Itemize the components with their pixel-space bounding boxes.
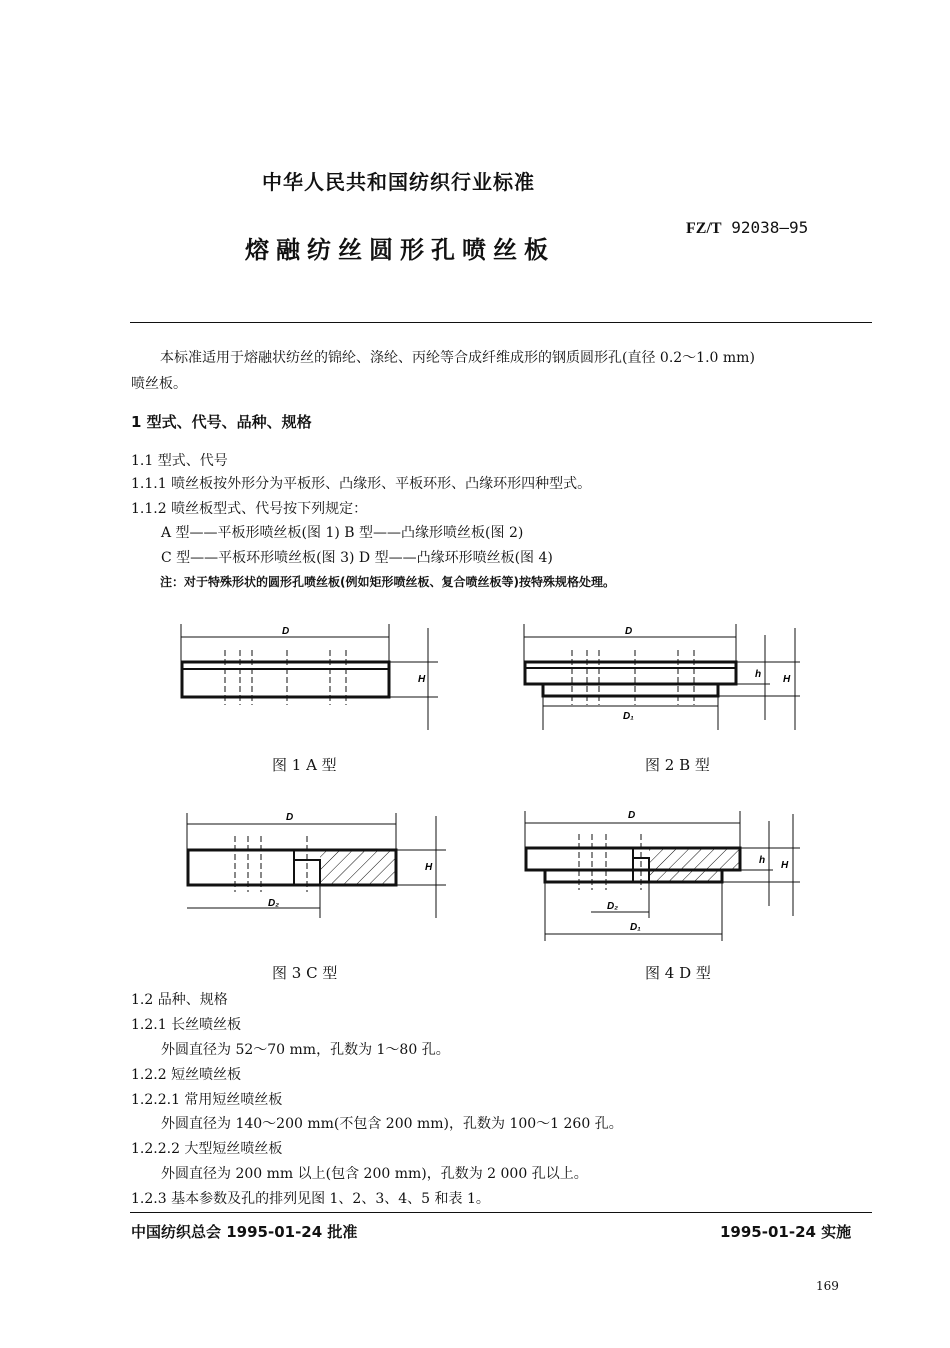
intro-line-1: 本标准适用于熔融状纺丝的锦纶、涤纶、丙纶等合成纤维成形的钢质圆形孔(直径 0.2～1.0 mm) xyxy=(160,350,755,366)
section-1-2-2-2-text: 外圆直径为 200 mm 以上(包含 200 mm)，孔数为 2 000 孔以上。 xyxy=(161,1166,588,1182)
section-1-heading: 1 型式、代号、品种、规格 xyxy=(131,413,312,431)
types-line-1: A 型——平板形喷丝板(图 1) B 型——凸缘形喷丝板(图 2) xyxy=(161,525,524,541)
fig4-label-D: D xyxy=(628,810,636,821)
page-number: 169 xyxy=(816,1279,839,1293)
standard-prefix: FZ/T xyxy=(686,220,722,237)
section-1-2-2-1: 1.2.2.1 常用短丝喷丝板 xyxy=(131,1092,283,1108)
types-line-2: C 型——平板环形喷丝板(图 3) D 型——凸缘环形喷丝板(图 4) xyxy=(161,550,553,566)
section-1-2-2-2: 1.2.2.2 大型短丝喷丝板 xyxy=(131,1141,283,1157)
section-1-2-2-1-text: 外圆直径为 140～200 mm(不包含 200 mm)，孔数为 100～1 260 孔。 xyxy=(161,1116,623,1132)
standard-code: 92038—95 xyxy=(731,218,809,237)
figure-4-drawing xyxy=(515,806,805,946)
figure-3-drawing xyxy=(178,808,458,926)
section-1-2: 1.2 品种、规格 xyxy=(131,992,228,1008)
doc-title: 熔融纺丝圆形孔喷丝板 xyxy=(245,236,555,264)
figure-1-drawing xyxy=(170,620,450,740)
org-title: 中华人民共和国纺织行业标准 xyxy=(262,170,535,194)
implementation-date: 1995-01-24 实施 xyxy=(720,1223,852,1241)
fig4-label-h: h xyxy=(759,855,766,866)
header-rule xyxy=(130,322,872,323)
fig2-label-h: h xyxy=(755,669,762,680)
fig4-label-D1: D₁ xyxy=(630,922,641,933)
intro-line-2: 喷丝板。 xyxy=(131,376,187,392)
section-1-1-1: 1.1.1 喷丝板按外形分为平板形、凸缘形、平板环形、凸缘环形四种型式。 xyxy=(131,476,592,492)
section-1-2-1: 1.2.1 长丝喷丝板 xyxy=(131,1017,242,1033)
note: 注：对于特殊形状的圆形孔喷丝板(例如矩形喷丝板、复合喷丝板等)按特殊规格处理。 xyxy=(160,575,615,589)
fig2-label-D: D xyxy=(625,626,633,637)
standard-number xyxy=(686,218,808,238)
fig2-label-D1: D₁ xyxy=(623,711,634,722)
fig4-label-D2: D₂ xyxy=(607,901,619,912)
footer-rule xyxy=(130,1212,872,1213)
fig2-label-H: H xyxy=(783,674,791,685)
section-1-2-1-text: 外圆直径为 52～70 mm，孔数为 1～80 孔。 xyxy=(161,1042,450,1058)
figure-2-caption: 图 2 B 型 xyxy=(645,756,710,774)
figure-4-caption: 图 4 D 型 xyxy=(645,964,711,982)
figure-1-caption: 图 1 A 型 xyxy=(272,756,337,774)
fig3-label-D: D xyxy=(286,812,294,823)
section-1-2-3: 1.2.3 基本参数及孔的排列见图 1、2、3、4、5 和表 1。 xyxy=(131,1191,490,1207)
approval-date: 中国纺织总会 1995-01-24 批准 xyxy=(131,1223,358,1241)
fig3-label-H: H xyxy=(425,862,433,873)
fig1-label-H: H xyxy=(418,674,426,685)
fig4-label-H: H xyxy=(781,860,789,871)
figure-2-drawing xyxy=(515,620,805,740)
section-1-1-2: 1.1.2 喷丝板型式、代号按下列规定： xyxy=(131,501,368,517)
section-1-1: 1.1 型式、代号 xyxy=(131,453,228,469)
fig1-label-D: D xyxy=(282,626,290,637)
section-1-2-2: 1.2.2 短丝喷丝板 xyxy=(131,1067,242,1083)
figure-3-caption: 图 3 C 型 xyxy=(272,964,338,982)
fig3-label-D2: D₂ xyxy=(268,898,280,909)
